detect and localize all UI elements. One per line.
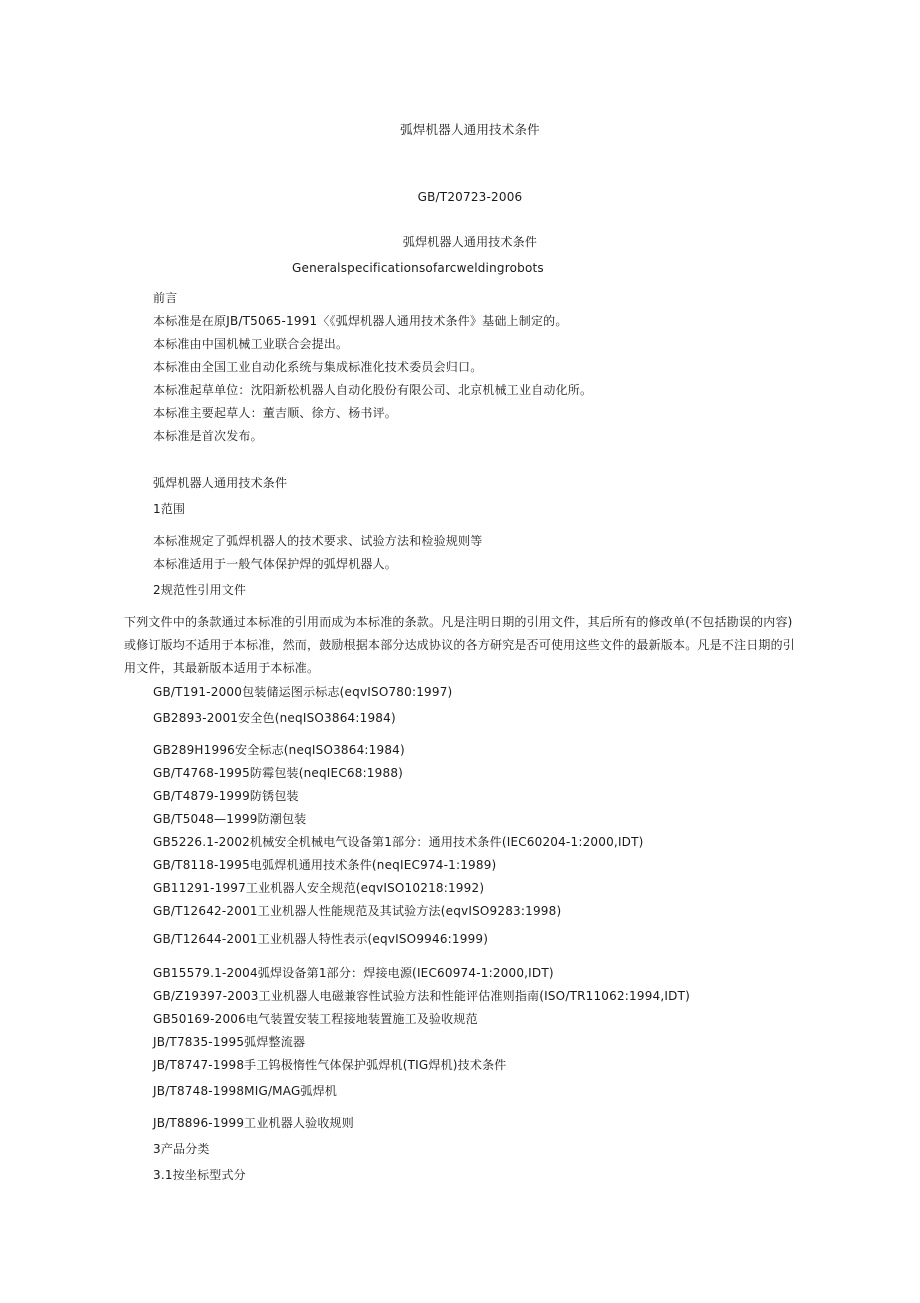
foreword-line: 本标准起草单位：沈阳新松机器人自动化股份有限公司、北京机械工业自动化所。 xyxy=(153,383,593,397)
reference-item: JB/T8896-1999工业机器人验收规则 xyxy=(153,1116,354,1130)
reference-item: GB2893-2001安全色(neqISO3864:1984) xyxy=(153,711,396,725)
reference-item: GB289H1996安全标志(neqISO3864:1984) xyxy=(153,743,405,757)
section-1-line: 本标准规定了弧焊机器人的技术要求、试验方法和检验规则等 xyxy=(153,534,483,548)
reference-item: GB/T4768-1995防霉包装(neqIEC68:1988) xyxy=(153,766,404,780)
foreword-line: 本标准由全国工业自动化系统与集成标准化技术委员会归口。 xyxy=(153,360,483,374)
body-title: 弧焊机器人通用技术条件 xyxy=(153,476,288,490)
foreword-line: 本标准由中国机械工业联合会提出。 xyxy=(153,337,349,351)
foreword-line: 本标准是在原JB/T5065-1991〈《弧焊机器人通用技术条件》基础上制定的。 xyxy=(153,314,568,328)
reference-item: JB/T8747-1998手工钨极惰性气体保护弧焊机(TIG焊机)技术条件 xyxy=(153,1058,507,1072)
section-2-paragraph-line: 用文件，其最新版本适用于本标准。 xyxy=(124,661,320,675)
reference-item: GB5226.1-2002机械安全机械电气设备第1部分：通用技术条件(IEC60204-1:2000,IDT) xyxy=(153,835,644,849)
reference-item: JB/T8748-1998MIG/MAG弧焊机 xyxy=(153,1084,338,1098)
section-3-heading: 3产品分类 xyxy=(153,1142,210,1156)
reference-item: GB/T4879-1999防锈包装 xyxy=(153,789,299,803)
reference-item: GB11291-1997工业机器人安全规范(eqvISO10218:1992) xyxy=(153,881,485,895)
reference-item: GB/T5048—1999防潮包装 xyxy=(153,812,307,826)
section-1-line: 本标准适用于一般气体保护焊的弧焊机器人。 xyxy=(153,557,398,571)
reference-item: GB/T8118-1995电弧焊机通用技术条件(neqIEC974-1:1989) xyxy=(153,858,497,872)
reference-item: GB50169-2006电气装置安装工程接地装置施工及验收规范 xyxy=(153,1012,478,1026)
section-2-heading: 2规范性引用文件 xyxy=(153,583,247,597)
reference-item: GB/T12642-2001工业机器人性能规范及其试验方法(eqvISO9283:1998) xyxy=(153,904,562,918)
reference-item: GB/T12644-2001工业机器人特性表示(eqvISO9946:1999) xyxy=(153,932,489,946)
document-title: 弧焊机器人通用技术条件 xyxy=(400,122,540,137)
reference-item: GB15579.1-2004弧焊设备第1部分：焊接电源(IEC60974-1:2000,IDT) xyxy=(153,966,554,980)
section-1-heading: 1范围 xyxy=(153,502,186,516)
standard-number: GB/T20723-2006 xyxy=(417,190,523,204)
standard-english-title: Generalspecificationsofarcweldingrobots xyxy=(292,261,544,275)
section-2-paragraph-line: 或修订版均不适用于本标准，然而，鼓励根据本部分达成协议的各方研究是否可使用这些文件的最新版本。凡是不注日期的引 xyxy=(124,638,796,652)
foreword-heading: 前言 xyxy=(153,291,178,305)
section-3-1-heading: 3.1按坐标型式分 xyxy=(153,1168,246,1182)
reference-item: GB/Z19397-2003工业机器人电磁兼容性试验方法和性能评估准则指南(ISO/TR11062:1994,IDT) xyxy=(153,989,690,1003)
reference-item: GB/T191-2000包装储运图示标志(eqvISO780:1997) xyxy=(153,685,453,699)
section-2-paragraph-line: 下列文件中的条款通过本标准的引用而成为本标准的条款。凡是注明日期的引用文件，其后所有的修改单(不包括勘误的内容) xyxy=(124,615,793,629)
standard-chinese-title: 弧焊机器人通用技术条件 xyxy=(402,235,538,249)
foreword-line: 本标准主要起草人：董吉顺、徐方、杨书评。 xyxy=(153,406,398,420)
foreword-line: 本标准是首次发布。 xyxy=(153,429,263,443)
reference-item: JB/T7835-1995弧焊整流器 xyxy=(153,1035,306,1049)
